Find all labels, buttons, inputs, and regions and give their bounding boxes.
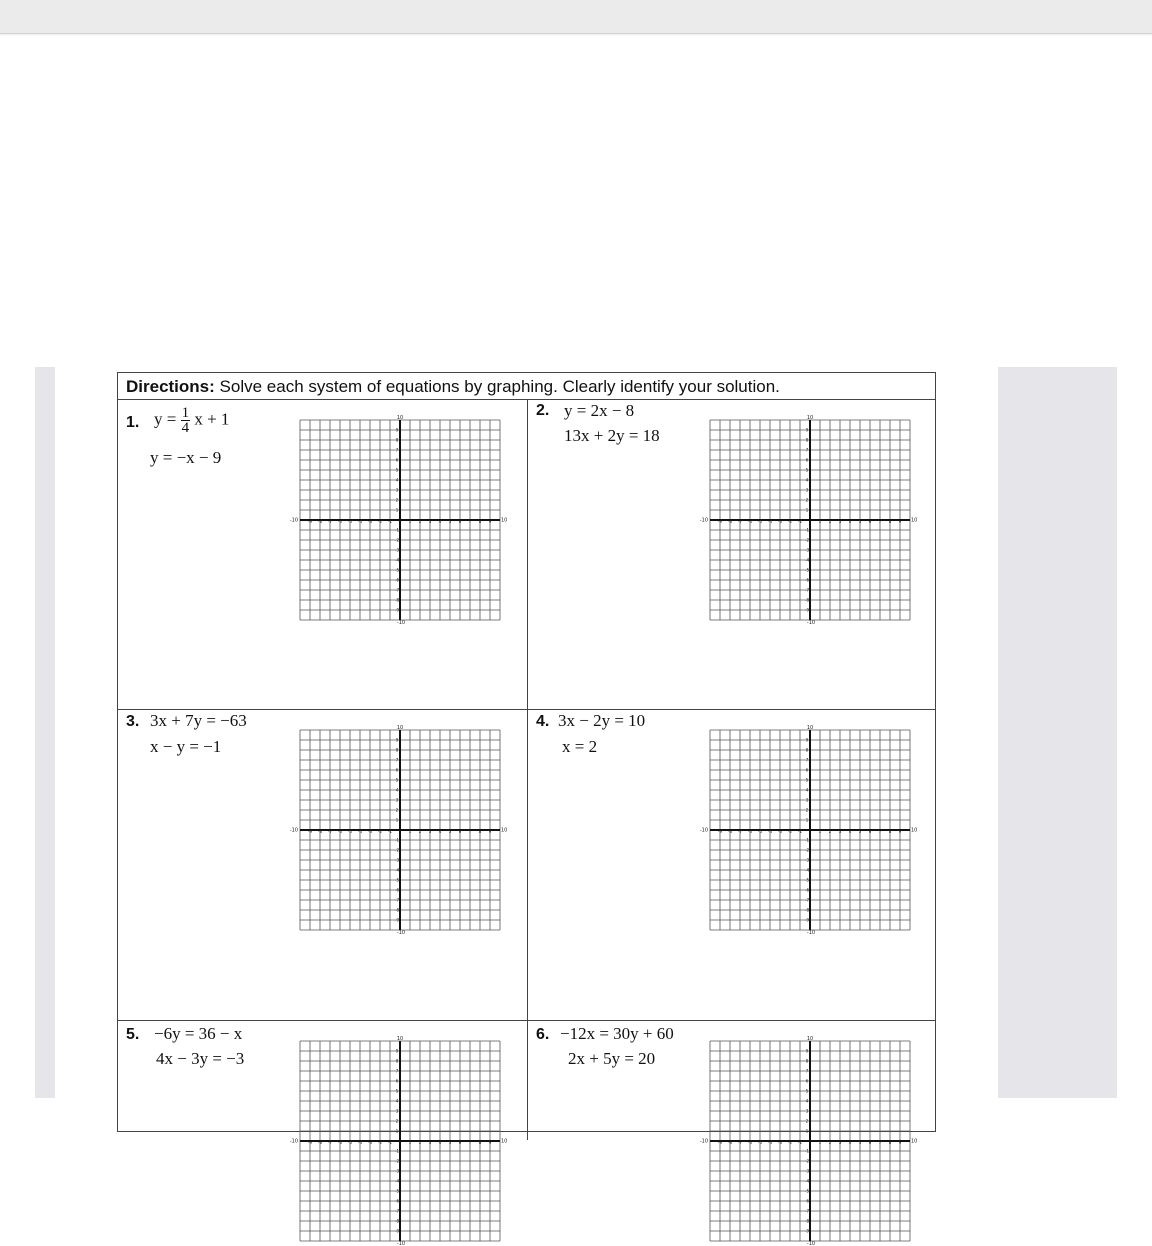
y-tick-label: 1 bbox=[395, 507, 399, 513]
directions-header bbox=[118, 373, 935, 400]
x-tick-label: -5 bbox=[758, 519, 762, 524]
x-tick-label: -2 bbox=[788, 829, 792, 834]
y-tick-label: -8 bbox=[805, 597, 809, 603]
problem-cell-6 bbox=[528, 1021, 937, 1246]
x-tick-label: 9 bbox=[898, 519, 902, 524]
y-tick-label: -3 bbox=[805, 547, 809, 553]
problem-6-equation-1: −12x = 30y + 60 bbox=[560, 1024, 674, 1043]
y-tick-label: 5 bbox=[395, 1088, 399, 1094]
problem-2-equation-2: 13x + 2y = 18 bbox=[564, 426, 660, 445]
y-tick-label: -5 bbox=[805, 567, 809, 573]
x-tick-label: 9 bbox=[898, 1140, 902, 1145]
x-tick-label: 6 bbox=[868, 519, 872, 524]
y-tick-label: 5 bbox=[805, 1088, 809, 1094]
x-tick-label: 2 bbox=[418, 519, 422, 524]
y-tick-label: -6 bbox=[805, 887, 809, 893]
x-tick-label: -2 bbox=[378, 1140, 382, 1145]
y-tick-label: 4 bbox=[395, 1098, 399, 1104]
x-tick-label: 4 bbox=[438, 829, 442, 834]
x-tick-label: 5 bbox=[858, 519, 862, 524]
y-tick-label: 2 bbox=[805, 807, 809, 813]
y-tick-label: -9 bbox=[395, 917, 399, 923]
x-tick-label: -3 bbox=[778, 519, 782, 524]
y-tick-label: 3 bbox=[395, 797, 399, 803]
x-tick-label: 3 bbox=[428, 829, 432, 834]
x-tick-label: -4 bbox=[358, 519, 362, 524]
y-tick-label: -2 bbox=[805, 1158, 809, 1164]
y-tick-label: -1 bbox=[805, 837, 809, 843]
problem-4-equation-1: 3x − 2y = 10 bbox=[558, 711, 646, 730]
y-tick-label: -2 bbox=[395, 537, 399, 543]
y-tick-label: 4 bbox=[805, 477, 809, 483]
x-tick-label: 8 bbox=[478, 519, 482, 524]
x-tick-label: 6 bbox=[458, 829, 462, 834]
y-tick-label: 4 bbox=[395, 787, 399, 793]
y-min-label: -10 bbox=[806, 930, 816, 936]
x-tick-label: 8 bbox=[478, 1140, 482, 1145]
x-tick-label: 7 bbox=[878, 519, 882, 524]
problem-number: 3. bbox=[126, 713, 140, 730]
problem-number: 6. bbox=[536, 1026, 550, 1043]
x-tick-label: -7 bbox=[738, 519, 742, 524]
x-tick-label: -1 bbox=[388, 519, 392, 524]
y-tick-label: 1 bbox=[395, 1128, 399, 1134]
y-tick-label: 8 bbox=[395, 437, 399, 443]
y-tick-label: -8 bbox=[805, 907, 809, 913]
y-tick-label: -5 bbox=[805, 1188, 809, 1194]
y-tick-label: 8 bbox=[805, 437, 809, 443]
x-tick-label: 8 bbox=[888, 1140, 892, 1145]
worksheet-table bbox=[117, 372, 936, 1246]
document-page[interactable] bbox=[55, 367, 998, 1246]
coordinate-grid[interactable] bbox=[289, 725, 512, 936]
x-tick-label: -8 bbox=[318, 829, 322, 834]
y-tick-label: -6 bbox=[395, 887, 399, 893]
y-tick-label: 6 bbox=[805, 767, 809, 773]
y-tick-label: -6 bbox=[805, 1198, 809, 1204]
x-tick-label: -8 bbox=[728, 1140, 732, 1145]
y-tick-label: -5 bbox=[395, 1188, 399, 1194]
x-tick-label: 5 bbox=[448, 1140, 452, 1145]
x-tick-label: -6 bbox=[748, 519, 752, 524]
directions-text: Solve each system of equations by graphing. Clearly identify your solution. bbox=[219, 377, 780, 396]
x-min-label: -10 bbox=[289, 517, 298, 524]
x-tick-label: 4 bbox=[438, 519, 442, 524]
x-tick-label: -3 bbox=[368, 1140, 372, 1145]
x-tick-label: 6 bbox=[458, 519, 462, 524]
x-tick-label: -4 bbox=[358, 1140, 362, 1145]
problem-4-equation-2: x = 2 bbox=[562, 737, 598, 756]
x-tick-label: 9 bbox=[488, 829, 492, 834]
viewer-top-bar bbox=[0, 0, 1152, 34]
x-tick-label: -8 bbox=[318, 1140, 322, 1145]
x-tick-label: -4 bbox=[768, 1140, 772, 1145]
y-tick-label: 1 bbox=[805, 817, 809, 823]
y-tick-label: 3 bbox=[395, 487, 399, 493]
x-tick-label: -1 bbox=[388, 829, 392, 834]
x-tick-label: 3 bbox=[838, 1140, 842, 1145]
y-tick-label: 9 bbox=[805, 427, 809, 433]
y-tick-label: -9 bbox=[805, 607, 809, 613]
x-tick-label: 2 bbox=[828, 829, 832, 834]
y-tick-label: 5 bbox=[395, 467, 399, 473]
x-tick-label: -6 bbox=[338, 519, 342, 524]
x-tick-label: 3 bbox=[428, 1140, 432, 1145]
x-tick-label: -8 bbox=[728, 519, 732, 524]
y-tick-label: 8 bbox=[805, 747, 809, 753]
x-tick-label: -7 bbox=[738, 829, 742, 834]
x-tick-label: -9 bbox=[718, 1140, 722, 1145]
y-tick-label: 1 bbox=[805, 1128, 809, 1134]
y-tick-label: -3 bbox=[805, 1168, 809, 1174]
x-tick-label: -6 bbox=[338, 1140, 342, 1145]
y-tick-label: 6 bbox=[395, 457, 399, 463]
x-max-label: 10 bbox=[501, 1138, 508, 1145]
x-min-label: -10 bbox=[699, 827, 708, 834]
x-max-label: 10 bbox=[501, 517, 508, 524]
x-tick-label: -5 bbox=[758, 1140, 762, 1145]
x-tick-label: 7 bbox=[878, 1140, 882, 1145]
y-tick-label: 9 bbox=[805, 737, 809, 743]
y-tick-label: 2 bbox=[805, 497, 809, 503]
y-tick-label: 6 bbox=[805, 1078, 809, 1084]
problem-3-equation-1: 3x + 7y = −63 bbox=[150, 711, 247, 730]
x-tick-label: 1 bbox=[818, 829, 822, 834]
x-tick-label: -3 bbox=[368, 829, 372, 834]
y-tick-label: 3 bbox=[805, 797, 809, 803]
y-max-label: 10 bbox=[806, 415, 814, 421]
y-tick-label: 4 bbox=[805, 787, 809, 793]
y-tick-label: 2 bbox=[395, 1118, 399, 1124]
y-tick-label: -9 bbox=[395, 1228, 399, 1234]
x-tick-label: 7 bbox=[468, 1140, 472, 1145]
x-tick-label: -4 bbox=[358, 829, 362, 834]
y-tick-label: 7 bbox=[395, 1068, 399, 1074]
x-tick-label: -9 bbox=[718, 519, 722, 524]
y-tick-label: -3 bbox=[395, 547, 399, 553]
y-tick-label: -5 bbox=[395, 877, 399, 883]
problem-cell-5 bbox=[118, 1021, 527, 1246]
x-tick-label: 5 bbox=[448, 829, 452, 834]
y-tick-label: 7 bbox=[805, 447, 809, 453]
y-tick-label: -6 bbox=[805, 577, 809, 583]
x-min-label: -10 bbox=[289, 1138, 298, 1145]
x-max-label: 10 bbox=[911, 517, 918, 524]
y-tick-label: 8 bbox=[395, 1058, 399, 1064]
y-tick-label: 2 bbox=[805, 1118, 809, 1124]
x-tick-label: 5 bbox=[858, 829, 862, 834]
y-tick-label: -4 bbox=[395, 867, 399, 873]
x-tick-label: 3 bbox=[838, 829, 842, 834]
y-tick-label: -4 bbox=[395, 1178, 399, 1184]
y-tick-label: -2 bbox=[805, 847, 809, 853]
x-tick-label: 3 bbox=[838, 519, 842, 524]
x-tick-label: -3 bbox=[368, 519, 372, 524]
y-tick-label: 3 bbox=[805, 1108, 809, 1114]
x-tick-label: 8 bbox=[888, 519, 892, 524]
problem-5-equation-1: −6y = 36 − x bbox=[154, 1024, 243, 1043]
y-tick-label: -4 bbox=[395, 557, 399, 563]
x-tick-label: 1 bbox=[818, 1140, 822, 1145]
x-max-label: 10 bbox=[911, 827, 918, 834]
y-tick-label: -8 bbox=[395, 597, 399, 603]
y-tick-label: -7 bbox=[805, 897, 809, 903]
x-tick-label: -2 bbox=[788, 519, 792, 524]
coordinate-grid[interactable] bbox=[699, 1036, 922, 1246]
y-tick-label: -9 bbox=[805, 1228, 809, 1234]
y-tick-label: -7 bbox=[805, 1208, 809, 1214]
x-tick-label: -1 bbox=[798, 1140, 802, 1145]
y-tick-label: 8 bbox=[805, 1058, 809, 1064]
problem-number: 2. bbox=[536, 402, 550, 419]
y-tick-label: -3 bbox=[395, 1168, 399, 1174]
y-min-label: -10 bbox=[806, 620, 816, 626]
problem-6-equation-2: 2x + 5y = 20 bbox=[568, 1049, 656, 1068]
problem-1-equation-1: y = $\frac{1}{4}$ x + 1 bbox=[154, 405, 230, 436]
y-tick-label: -9 bbox=[395, 607, 399, 613]
x-tick-label: 4 bbox=[848, 519, 852, 524]
y-min-label: -10 bbox=[806, 1241, 816, 1246]
x-tick-label: -7 bbox=[328, 519, 332, 524]
x-tick-label: 6 bbox=[868, 829, 872, 834]
y-tick-label: 9 bbox=[805, 1048, 809, 1054]
y-tick-label: -8 bbox=[395, 1218, 399, 1224]
x-tick-label: 2 bbox=[418, 1140, 422, 1145]
y-tick-label: -1 bbox=[805, 1148, 809, 1154]
y-tick-label: -1 bbox=[805, 527, 809, 533]
y-min-label: -10 bbox=[396, 620, 406, 626]
x-tick-label: -1 bbox=[798, 519, 802, 524]
x-tick-label: 1 bbox=[408, 519, 412, 524]
x-tick-label: -3 bbox=[778, 1140, 782, 1145]
y-tick-label: 5 bbox=[805, 777, 809, 783]
y-tick-label: -2 bbox=[395, 847, 399, 853]
x-tick-label: 9 bbox=[488, 1140, 492, 1145]
x-tick-label: -2 bbox=[788, 1140, 792, 1145]
x-min-label: -10 bbox=[699, 517, 708, 524]
x-tick-label: 4 bbox=[848, 1140, 852, 1145]
y-tick-label: -6 bbox=[395, 577, 399, 583]
x-tick-label: -5 bbox=[348, 1140, 352, 1145]
y-tick-label: -8 bbox=[395, 907, 399, 913]
y-tick-label: -5 bbox=[805, 877, 809, 883]
y-tick-label: -1 bbox=[395, 837, 399, 843]
y-tick-label: -4 bbox=[805, 557, 809, 563]
x-tick-label: -1 bbox=[388, 1140, 392, 1145]
coordinate-grid[interactable] bbox=[699, 415, 922, 626]
y-tick-label: 8 bbox=[395, 747, 399, 753]
y-tick-label: -6 bbox=[395, 1198, 399, 1204]
x-tick-label: 8 bbox=[888, 829, 892, 834]
x-tick-label: 3 bbox=[428, 519, 432, 524]
x-tick-label: 1 bbox=[408, 1140, 412, 1145]
y-min-label: -10 bbox=[396, 930, 406, 936]
problem-cell-4 bbox=[528, 710, 937, 1020]
x-tick-label: 9 bbox=[898, 829, 902, 834]
x-tick-label: 7 bbox=[468, 519, 472, 524]
x-tick-label: 9 bbox=[488, 519, 492, 524]
x-tick-label: 7 bbox=[468, 829, 472, 834]
y-min-label: -10 bbox=[396, 1241, 406, 1246]
y-max-label: 10 bbox=[396, 1036, 404, 1042]
problem-cell-1 bbox=[118, 400, 527, 709]
y-tick-label: -2 bbox=[805, 537, 809, 543]
y-tick-label: -7 bbox=[395, 897, 399, 903]
y-max-label: 10 bbox=[806, 725, 814, 731]
coordinate-grid[interactable] bbox=[289, 415, 512, 626]
y-tick-label: -3 bbox=[395, 857, 399, 863]
directions-label: Directions: bbox=[126, 377, 215, 396]
x-tick-label: -7 bbox=[738, 1140, 742, 1145]
problem-3-equation-2: x − y = −1 bbox=[150, 737, 222, 756]
y-tick-label: 7 bbox=[395, 757, 399, 763]
x-min-label: -10 bbox=[699, 1138, 708, 1145]
x-tick-label: -2 bbox=[378, 519, 382, 524]
y-tick-label: 9 bbox=[395, 1048, 399, 1054]
x-tick-label: 5 bbox=[448, 519, 452, 524]
x-max-label: 10 bbox=[911, 1138, 918, 1145]
x-tick-label: -9 bbox=[308, 1140, 312, 1145]
y-tick-label: -4 bbox=[805, 867, 809, 873]
y-tick-label: 9 bbox=[395, 427, 399, 433]
y-tick-label: -1 bbox=[395, 527, 399, 533]
problem-number: 4. bbox=[536, 713, 550, 730]
y-max-label: 10 bbox=[806, 1036, 814, 1042]
x-tick-label: 2 bbox=[418, 829, 422, 834]
y-tick-label: 5 bbox=[805, 467, 809, 473]
y-tick-label: -4 bbox=[805, 1178, 809, 1184]
y-tick-label: 2 bbox=[395, 807, 399, 813]
x-tick-label: -6 bbox=[748, 829, 752, 834]
x-tick-label: -9 bbox=[308, 519, 312, 524]
x-tick-label: 8 bbox=[478, 829, 482, 834]
x-tick-label: 2 bbox=[828, 1140, 832, 1145]
y-tick-label: 3 bbox=[395, 1108, 399, 1114]
y-tick-label: 3 bbox=[805, 487, 809, 493]
y-tick-label: 6 bbox=[395, 1078, 399, 1084]
y-tick-label: 1 bbox=[395, 817, 399, 823]
x-tick-label: -9 bbox=[308, 829, 312, 834]
y-tick-label: 4 bbox=[395, 477, 399, 483]
y-tick-label: 7 bbox=[395, 447, 399, 453]
x-tick-label: 5 bbox=[858, 1140, 862, 1145]
x-tick-label: -7 bbox=[328, 1140, 332, 1145]
y-tick-label: -9 bbox=[805, 917, 809, 923]
x-max-label: 10 bbox=[501, 827, 508, 834]
x-tick-label: -7 bbox=[328, 829, 332, 834]
x-tick-label: 6 bbox=[868, 1140, 872, 1145]
x-tick-label: -8 bbox=[318, 519, 322, 524]
y-tick-label: 6 bbox=[395, 767, 399, 773]
y-tick-label: 1 bbox=[805, 507, 809, 513]
problem-cell-3 bbox=[118, 710, 527, 1020]
x-tick-label: -6 bbox=[338, 829, 342, 834]
coordinate-grid[interactable] bbox=[699, 725, 922, 936]
y-tick-label: -2 bbox=[395, 1158, 399, 1164]
y-tick-label: -8 bbox=[805, 1218, 809, 1224]
x-tick-label: -4 bbox=[768, 519, 772, 524]
x-tick-label: -6 bbox=[748, 1140, 752, 1145]
y-tick-label: 9 bbox=[395, 737, 399, 743]
y-tick-label: -7 bbox=[395, 1208, 399, 1214]
y-tick-label: -7 bbox=[395, 587, 399, 593]
x-tick-label: 1 bbox=[818, 519, 822, 524]
y-tick-label: 4 bbox=[805, 1098, 809, 1104]
x-tick-label: 4 bbox=[848, 829, 852, 834]
y-tick-label: -1 bbox=[395, 1148, 399, 1154]
problem-2-equation-1: y = 2x − 8 bbox=[564, 401, 635, 420]
coordinate-grid[interactable] bbox=[289, 1036, 512, 1246]
x-tick-label: 2 bbox=[828, 519, 832, 524]
x-tick-label: 4 bbox=[438, 1140, 442, 1145]
problem-cell-2 bbox=[528, 400, 937, 709]
x-tick-label: -4 bbox=[768, 829, 772, 834]
x-tick-label: -5 bbox=[758, 829, 762, 834]
y-tick-label: 5 bbox=[395, 777, 399, 783]
y-tick-label: -5 bbox=[395, 567, 399, 573]
problem-number: 1. bbox=[126, 414, 140, 431]
x-tick-label: 1 bbox=[408, 829, 412, 834]
x-tick-label: -2 bbox=[378, 829, 382, 834]
y-tick-label: 2 bbox=[395, 497, 399, 503]
x-tick-label: 7 bbox=[878, 829, 882, 834]
y-tick-label: 7 bbox=[805, 757, 809, 763]
y-tick-label: 6 bbox=[805, 457, 809, 463]
x-tick-label: 6 bbox=[458, 1140, 462, 1145]
y-tick-label: -3 bbox=[805, 857, 809, 863]
x-tick-label: -8 bbox=[728, 829, 732, 834]
y-max-label: 10 bbox=[396, 415, 404, 421]
y-tick-label: 7 bbox=[805, 1068, 809, 1074]
x-tick-label: -1 bbox=[798, 829, 802, 834]
x-tick-label: -5 bbox=[348, 829, 352, 834]
y-tick-label: -7 bbox=[805, 587, 809, 593]
y-max-label: 10 bbox=[396, 725, 404, 731]
problem-number: 5. bbox=[126, 1026, 140, 1043]
x-tick-label: -5 bbox=[348, 519, 352, 524]
x-tick-label: -3 bbox=[778, 829, 782, 834]
problem-1-equation-2: y = −x − 9 bbox=[150, 448, 222, 467]
fraction: $\frac{1}{4}$ bbox=[181, 405, 190, 436]
x-tick-label: -9 bbox=[718, 829, 722, 834]
x-min-label: -10 bbox=[289, 827, 298, 834]
problem-5-equation-2: 4x − 3y = −3 bbox=[156, 1049, 245, 1068]
